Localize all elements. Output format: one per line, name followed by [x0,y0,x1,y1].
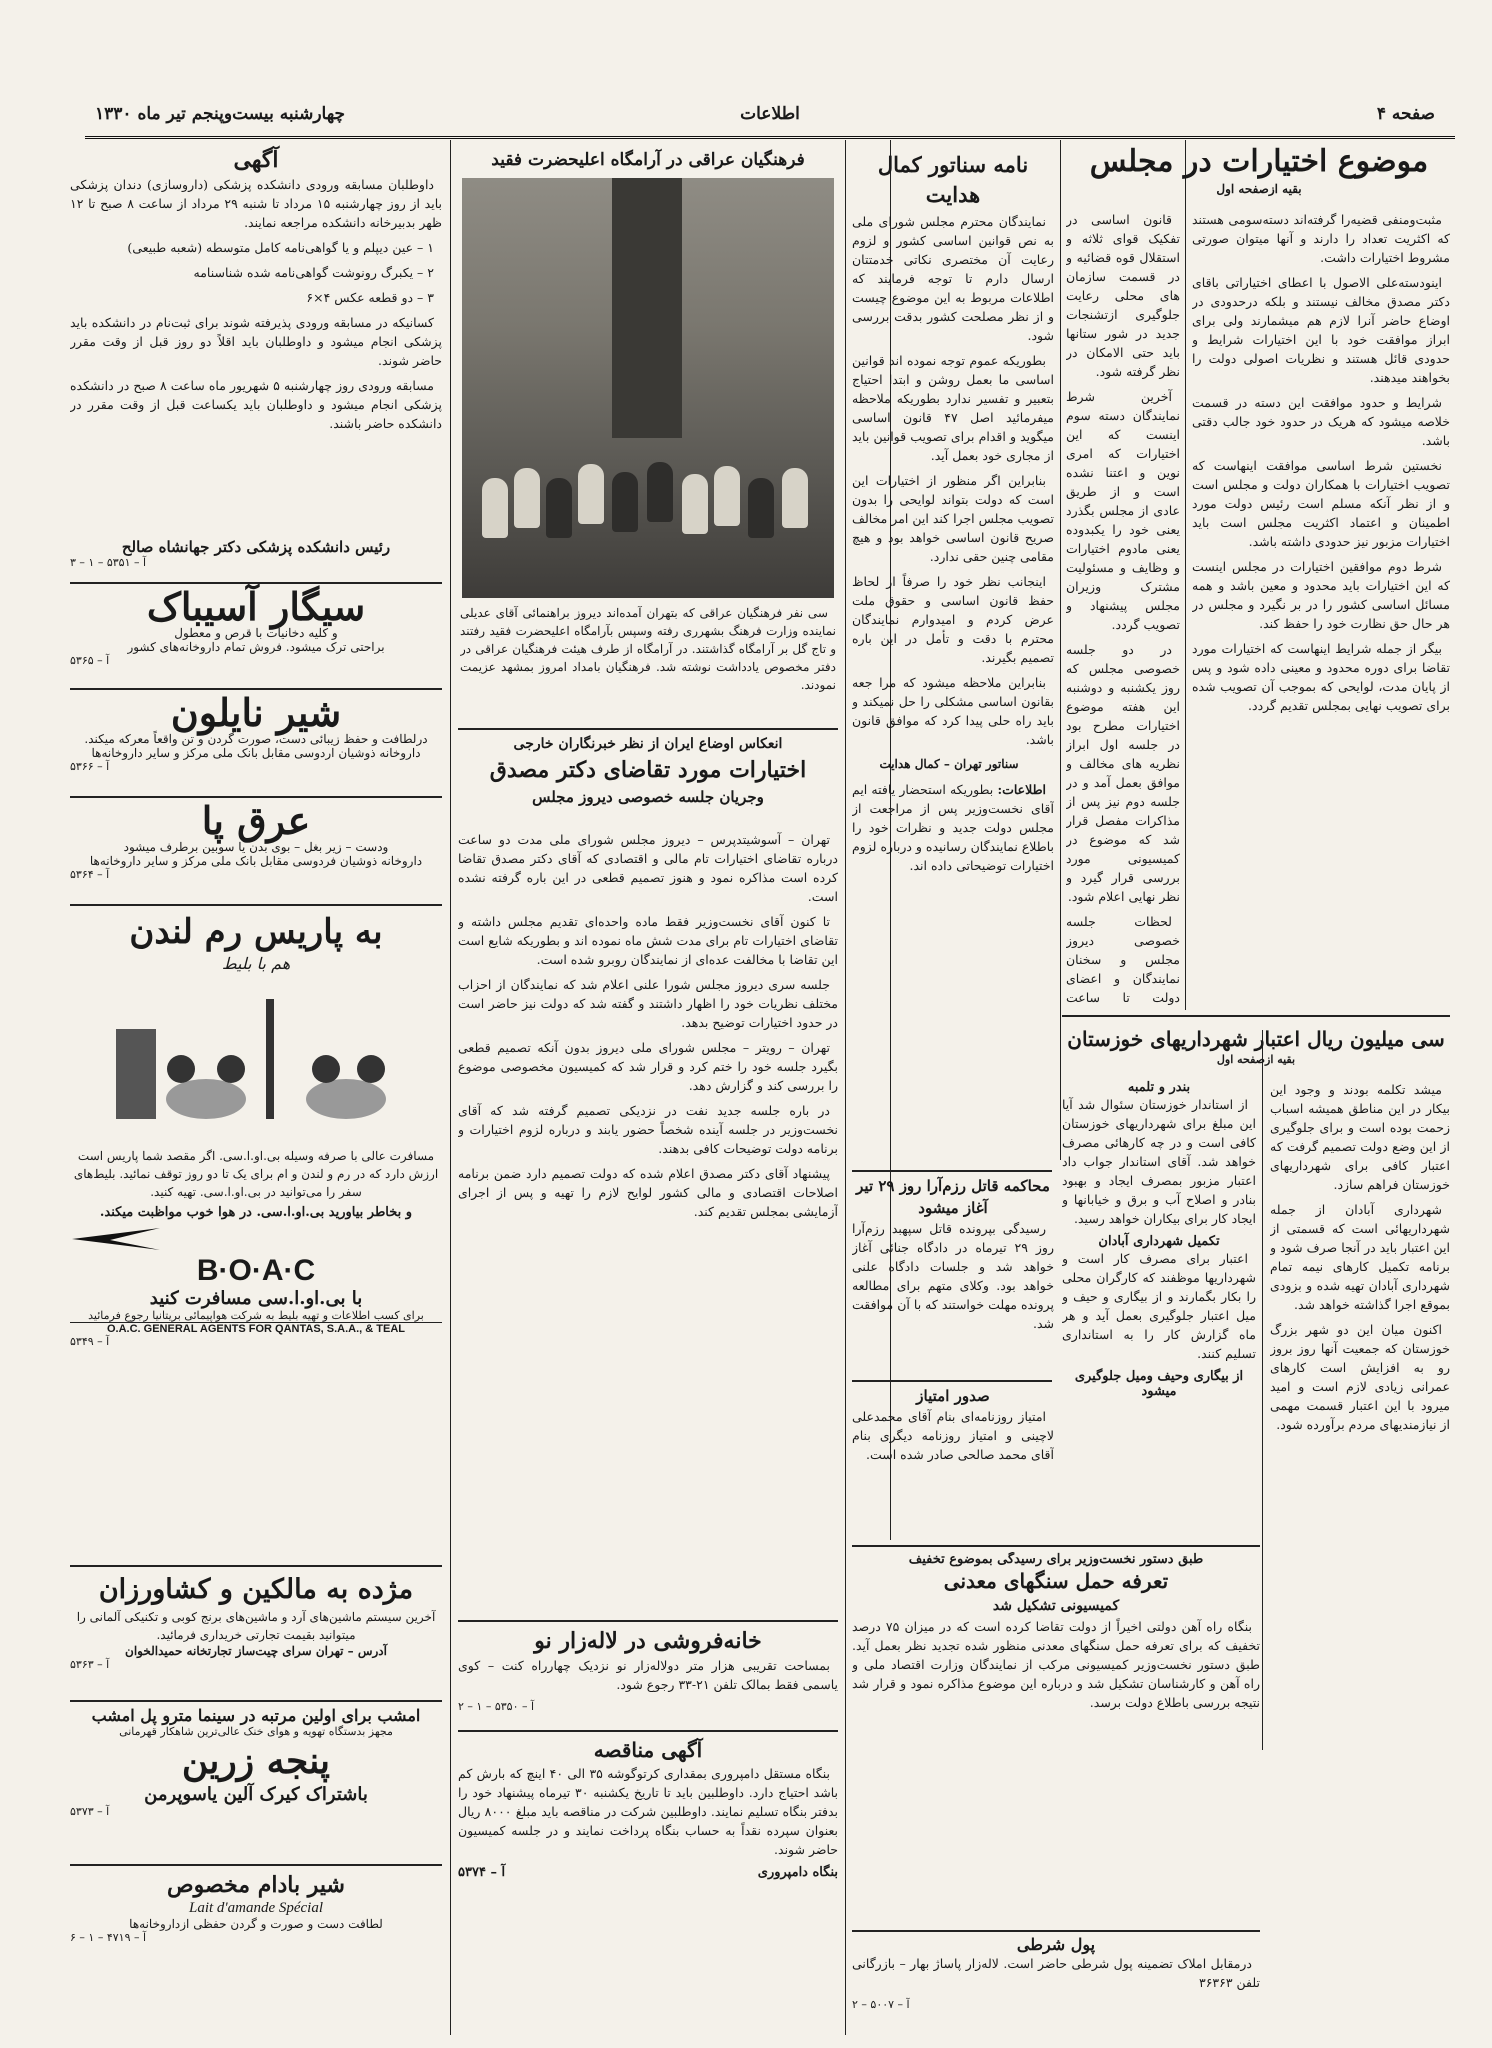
boac-copy: مسافرت عالی با صرفه وسیله بی.او.ا.سی. اگر مقصد شما پاریس است ارزش دارد که در رم و لندن و ام برای یک تا دو روز توقف نمائید. بلیط‌های سفر را می‌توانید در بی.او.ا.سی. تهیه کنید. [73,1149,439,1199]
article2-sub1: بندر و تلمبه [1127,1080,1191,1095]
warranty-body: درمقابل املاک تضمینه پول شرطی حاضر است. لاله‌زار پاساژ بهار – بازرگانی تلفن ۳۶۳۶۳ [852,1956,1260,1990]
cigar-code: آ – ۵۳۶۵ [70,654,110,667]
tariff-title: تعرفه حمل سنگهای معدنی [943,1569,1169,1593]
notice-signer: رئیس دانشکده پزشکی دکتر جهانشاه صالح [121,538,391,556]
article2-body-col1 [1270,1080,1450,2010]
article2-sub2: از بیگاری وحیف ومیل جلوگیری میشود [1074,1369,1244,1399]
table-icon [306,1079,386,1119]
photo-title-box [458,148,838,174]
paragraph: کسانیکه در مسابقه ورودی پذیرفته شوند برای ثبت‌نام در دانشکده باید پزشکی انجام میشود و داوطلبان باید اقلاً دو روز قبل از وقت مقرر حاضر شوند. [70,315,442,368]
page-number: صفحه ۴ [1376,104,1435,124]
farmers-headline: مژده به مالکین و کشاورزان [98,1574,414,1605]
photo-person [714,466,740,526]
boac-ad [70,910,442,1430]
araq-line: داروخانه ذوشیان فردوسی مقابل بانک ملی مرکز و سایر داروخانه‌ها [89,854,423,868]
column-rule [845,140,846,2035]
tender-body: بنگاه مستقل دامپروری بمقداری کرتوگوشه ۳۵ الی ۴۰ اینچ که بارش کم باشد احتیاج دارد. داوطلبین باید تا تاریخ یکشنبه ۳۰ تیرماه پیشنهاد خود را بدفتر بنگاه تسلیم نمایند. داوطلبین شرکت در مناقصه باید مبلغ ۸۰۰۰ ریال بعنوان سپرده نقداً به حساب بنگاه پرداخت نمایند و در جلسه کمیسیون حاضر شوند. [458,1766,838,1857]
section-rule [458,1620,838,1622]
warranty-code: آ – ۵۰۰۷ – ۲ [852,1998,910,2011]
section-rule [852,1170,1052,1172]
section-rule [70,1700,442,1702]
paragraph: ۲ – یکبرگ رونوشت گواهی‌نامه شده شناسنامه [193,265,434,280]
boac-footer-en: O.A.C. GENERAL AGENTS FOR QANTAS, S.A.A., & TEAL [70,1322,442,1335]
milk-tagline: درلطافت و حفظ زیبائی دست، صورت گردن و تن واقعاً معرکه میکند. [84,732,428,746]
milk-ad [70,690,442,786]
article2-body-col2 [1062,1080,1256,1540]
house-body: بمساحت تقریبی هزار متر دولاله‌زار نو نزدیک چهارراه کنت – کوی یاسمی فقط بمالک تلفن ۲۱-۳۳ رجوع شود. [458,1658,838,1692]
boac-illustration [86,979,426,1139]
section-rule [458,1730,838,1732]
paragraph: مسابقه ورودی روز چهارشنبه ۵ شهریور ماه ساعت ۸ صبح در دانشکده پزشکی انجام میشود و داوطلبان باید یکساعت قبل از وقت مقرر در دانشکده حاضر باشند. [70,378,442,431]
cinema-code: آ – ۵۳۷۳ [70,1805,110,1818]
table-icon [166,1079,246,1119]
section-rule [70,1864,442,1866]
cigar-line: براحتی ترک میشود. فروش تمام داروخانه‌های کشور [127,640,385,654]
paragraph: در باره جلسه جدید نفت در نزدیکی تصمیم گرفته شد که آقای نخست‌وزیر در جلسه آینده شخصاً حضور یابند و درباره لزوم اختیارات و برنامه دولت توضیحات کافی بدهند. [458,1103,838,1156]
article3-signature: سناتور تهران – کمال هدایت [879,757,1019,771]
section-rule [852,1930,1260,1932]
section-rule [852,1545,1260,1547]
almond-headline: شیر بادام مخصوص [167,1872,345,1898]
masthead [85,100,1455,139]
paragraph: شرط دوم موافقین اختیارات در مجلس اینست که این اختیارات باید محدود و معین باشد و همه مسائل اساسی کشور را در بر نگیرد و مجلس در هر حال حق نظارت خود را حفظ کند. [1192,559,1450,631]
photo-person [514,468,540,528]
column-rule [1262,1030,1263,1750]
milk-headline: شیر نایلون [170,690,342,735]
article4-kicker: انعکاس اوضاع ایران از نظر خبرنگاران خارجی [513,736,783,752]
photo-person [647,462,673,522]
notice-footer [70,538,442,578]
araq-tagline: ودست – زیر بغل – بوی بدن یا سوبین برطرف میشود [123,840,389,854]
paragraph: ۳ – دو قطعه عکس ۴×۶ [306,290,434,305]
paragraph: بطوریکه عموم توجه نموده اند قوانین اساسی ما بعمل روشن و ابتدا احتیاج بتعبیر و تفسیر ندارد بطوریکه ملاحظه میفرمائید اصل ۴۷ قانون اساسی میگوید و اقدام برای تصویب قوانین باید از مجاری خود بعمل آید. [852,353,1054,463]
column-rule [1185,140,1186,1010]
boac-slogan: با بی.او.ا.سی مسافرت کنید [149,1288,363,1309]
tariff-kicker: طبق دستور نخست‌وزیر برای رسیدگی بموضوع تخفیف [908,1552,1204,1567]
paragraph: اینودسته‌علی الاصول با اعطای اختیاراتی باقای دکتر مصدق مخالف نیستند و بلکه درحدودی در اوضاع حاضر آنرا لازم هم میشمارند ولی برای ابراز موافقت خود با این اختیارات شرایط و حدودی قائل هستند و نظریات اصولی دولت را بخواهند میدهند. [1192,275,1450,385]
section-rule [458,728,838,730]
farmers-line: آخرین سیستم ماشین‌های آرد و ماشین‌های برنج کوبی و تکنیکی آلمانی را میتوانید بقیمت تجارتی خریداری فرمائید. [76,1610,436,1642]
article3-title: نامه سناتور کمال هدایت [877,152,1029,207]
article2-title: سی میلیون ریال اعتبار شهرداریهای خوزستان [1067,1027,1445,1051]
paragraph: بنابراین اگر منظور از اختیارات این است که دولت بتواند لوایحی را بدون تصویب مجلس اجرا کند این امر مخالف صریح قانون اساسی خواهد بود و هیچ مقامی چنین حقی ندارد. [852,473,1054,564]
article4-title: اختیارات مورد تقاضای دکتر مصدق [489,757,807,783]
farmers-address: آدرس – تهران سرای چیت‌ساز تجارتخانه حمیدالخوان [125,1644,387,1658]
paragraph: ۱ – عین دیپلم و یا گواهی‌نامه کامل متوسطه (شعبه طبیعی) [127,240,434,255]
cinema-cast: باشتراک کیرک آلین یاسوپرمن [144,1784,368,1805]
paragraph: لحظات جلسه خصوصی دیروز مجلس و سخنان نمایندگان و اعضای دولت تا ساعت [1066,914,1180,1005]
article4-header [458,734,838,826]
section-rule [70,904,442,906]
araq-ad [70,798,442,894]
section-rule [1062,1015,1450,1017]
tariff-article [852,1552,1260,1862]
article2-header [1062,1025,1450,1075]
cigar-headline: سیگار آسیباک [146,584,366,629]
trial-article [852,1175,1054,1365]
paragraph: جلسه سری دیروز مجلس شورا علنی اعلام شد که نمایندگان از احزاب مختلف نظریات خود را اظهار داشتند و گفته شد که دولت نیز حاضر است در حدود اختیارات توضیح بدهد. [458,977,838,1030]
notice-code: آ – ۵۳۵۱ – ۱ – ۳ [70,556,147,569]
house-ad [458,1626,838,1716]
paragraph: نمایندگان محترم مجلس شورای ملی به نص قوانین اساسی کشور و لزوم رعایت آن مختصری نکاتی خدمتتان ارسال دارم تا توجه فرمایند که اطلاعات مربوط به این موضوع چیست و از نظر مصلحت کشور بدقت بررسی شود. [852,214,1054,343]
license-body: امتیاز روزنامه‌ای بنام آقای محمدعلی لاچینی و امتیاز روزنامه دیگری بنام آقای محمد صالحی صادر شده است. [852,1409,1054,1462]
paragraph: قانون اساسی در تفکیک قوای ثلاثه و استقلال قوه قضائیه و در قسمت سازمان های محلی رعایت جلوگیری ازتشنجات جدید در شور ستانها باید حتی الامکان در نظر گرفته شود. [1066,212,1180,379]
tariff-body: بنگاه راه آهن دولتی اخیراً از دولت تقاضا کرده است که در میزان ۷۵ درصد تخفیف که برای تعرفه حمل سنگهای معدنی منظور شده تجدید نظر بعمل آید. طبق دستور نخست‌وزیر کمیسیونی مرکب از نمایندگان وزارت اقتصاد ملی و راه آهن و کارشناسان تشکیل شد و درباره این موضوع مذاکره نمود و قرار شد نتیجه بررسی باطلاع دولت برسد. [852,1619,1260,1710]
paragraph: اینجانب نظر خود را صرفاً از لحاظ حفظ قانون اساسی و حقوق ملت عرض کردم و امیدوارم نمایندگان محترم با دقت و تأمل در این باره تصمیم بگیرند. [852,574,1054,665]
araq-headline: عرق پا [201,798,311,843]
almond-code: آ – ۴۷۱۹ – ۱ – ۶ [70,1931,147,1944]
boac-subhead: هم با بلیط [221,954,291,973]
farmers-ad [70,1572,442,1692]
photo-title: فرهنگیان عراقی در آرامگاه اعلیحضرت فقید [491,150,805,170]
trial-title: محاکمه قاتل رزم‌آرا روز ۲۹ تیر آغاز میشود [856,1177,1050,1217]
article1-body-col2 [1066,210,1180,1010]
tender-ad [458,1736,838,2036]
cinema-ad [70,1706,442,1856]
photo-person [748,478,774,538]
house-title: خانه‌فروشی در لاله‌زار نو [534,1628,762,1654]
tariff-subtitle: کمیسیونی تشکیل شد [992,1598,1120,1614]
article1-header [1068,142,1450,202]
boac-footer-fa: برای کسب اطلاعات و تهیه بلیط به شرکت هواپیمائی بریتانیا رجوع فرمائید [88,1309,424,1322]
eiffel-tower-icon [266,999,274,1119]
group-photo [462,178,834,598]
cinema-line2: مجهز بدستگاه تهویه و هوای خنک عالی‌ترین شاهکار قهرمانی [119,1725,393,1738]
section-rule [70,1565,442,1567]
article2-continued: بقیه ازصفحه اول [1216,1053,1296,1066]
photo-caption-box [460,604,836,724]
notice-ad [70,145,442,555]
photo-person [782,468,808,528]
paragraph: اعتبار برای مصرف کار است و شهرداریها موظفند که کارگران محلی را بکار بگمارند و از بیگاری و حیف و میل اعتبار جلوگیری بعمل آید و هر ماه گزارش کار را به استانداری تسلیم کنند. [1062,1251,1256,1361]
note-label: اطلاعات: [997,782,1046,797]
paragraph: بنابراین ملاحظه میشود که مرا جعه بقانون اساسی مشکلی را حل نمیکند و باید راه حلی پیدا کرد که موافق قانون باشد. [852,675,1054,747]
almond-line: لطافت دست و صورت و گردن حفظی ازداروخانه‌ها [129,1917,383,1931]
article3-header [852,150,1054,210]
article1-continued: بقیه ازصفحه اول [1216,182,1302,196]
paragraph: بیگر از جمله شرایط اینهاست که اختیارات مورد تقاضا برای دوره محدود و معینی داده شود و پس از پایان مدت، لوایحی که بموجب آن تصویب شده برای تصویب نهایی بمجلس تقدیم گردد. [1192,641,1450,713]
section-rule [852,1380,1052,1382]
tender-code: آ – ۵۳۷۴ [458,1865,506,1880]
warranty-title: پول شرطی [1016,1935,1096,1954]
photo-person [682,474,708,534]
photo-person [482,478,508,538]
paragraph: تهران – آسوشیتدپرس – دیروز مجلس شورای ملی مدت دو ساعت درباره تقاضای اختیارات تام مالی و اقتصادی که آقای دکتر مصدق تقاضا کرده است مذاکره نمود و هنوز تصمیم قطعی در این باره گرفته نشده است. [458,832,838,904]
article4-body [458,830,838,1610]
paragraph: تا کنون آقای نخست‌وزیر فقط ماده واحده‌ای تقدیم مجلس داشته و تقاضای اختیارات تام برای مدت شش ماه نموده اند و بطوریکه شایع است این تقاضا با مخالفت عده‌ای از نمایندگان روبرو شده است. [458,914,838,967]
paragraph: میشد تکلمه بودند و وجود این بیکار در این مناطق همیشه اسباب زحمت بوده است و برای جلوگیری از این وضع دولت تصمیم گرفت که اعتبار کافی برای شهرداریهای خوزستان فراهم سازد. [1270,1082,1450,1192]
boac-copy2: و بخاطر بیاورید بی.او.ا.سی. در هوا خوب مواظبت میکند. [99,1205,413,1220]
paragraph: داوطلبان مسابقه ورودی دانشکده پزشکی (داروسازی) دندان پزشکی باید از روز چهارشنبه ۱۵ مرداد تا شنبه ۲۹ مرداد از ساعت ۸ صبح تا ۱۲ ظهر بدبیرخانه دانشکده مراجعه نمایند. [70,177,442,230]
speedbird-shape [72,1228,160,1250]
paragraph: آخرین شرط نمایندگان دسته سوم اینست که این اختیارات که امری نوین و اعتنا نشده است و از طریق عادی از مجلس بگذرد یعنی خود را یکبدوده یعنی مادوم اختیارات و وظایف و مسئولیت مشترک وزیران مجلس پیشنهاد و تصویب گردد. [1066,389,1180,632]
paragraph: مثبت‌ومنفی قضیه‌را گرفته‌اند دسته‌سومی هستند که اکثریت تعداد را دارند و آنها میتوان صورتی مشروط اختیارات داشت. [1192,212,1450,265]
paragraph: پیشنهاد آقای دکتر مصدق اعلام شده که دولت تصمیم دارد ضمن برنامه اصلاحات اقتصادی و مالی کشور لوایح لازم را تهیه و پس از اجرای آزمایشی بمجلس تقدیم کند. [458,1166,838,1219]
boac-code: آ – ۵۳۴۹ [70,1335,110,1348]
license-title: صدور امتیاز [916,1387,990,1405]
milk-code: آ – ۵۳۶۶ [70,760,110,773]
paragraph: نخستین شرط اساسی موافقت اینهاست که تصویب اختیارات با همکاران دولت و مجلس است و از نظر آنکه مسلم است رئیس دولت مورد اطمینان و اعتماد اکثریت مجلس است باید اختیارات مزبور نیز حدودی داشته باشد. [1192,458,1450,549]
article1-title: موضوع اختیارات در مجلس [1089,144,1429,179]
person-icon [217,1055,245,1083]
article2-sub3: تکمیل شهرداری آبادان [1098,1234,1220,1249]
warranty-ad [852,1935,1260,2035]
paragraph: شرایط و حدود موافقت این دسته در قسمت خلاصه میشود که هریک در حدود خود جالب دقتی باشد. [1192,395,1450,448]
trial-body: رسیدگی بپرونده قاتل سپهبد رزم‌آرا روز ۲۹ تیرماه در دادگاه جنائی آغاز خواهد شد و جلسات دادگاه علنی خواهد بود. وکلای متهم برای مطالعه پرونده مهلت خواستند که با آن موافقت شد. [852,1221,1054,1331]
person-icon [357,1055,385,1083]
tender-title: آگهی مناقصه [593,1738,703,1762]
boac-logo: B·O·A·C [196,1254,316,1287]
speedbird-icon [70,1224,170,1254]
milk-line: داروخانه ذوشیان اردوسی مقابل بانک ملی مرکز و سایر داروخانه‌ها [91,746,421,760]
almond-ad [70,1870,442,1980]
photo-person [578,464,604,524]
article3-body [852,212,1054,947]
column-rule [1060,140,1061,1160]
paragraph: تهران – رویتر – مجلس شورای ملی دیروز بدون آنکه تصمیم قطعی بگیرد جلسه خود را ختم کرد و قرار شد که کمیسیون مخصوصی موضوع را بررسی کند و گزارش دهد. [458,1040,838,1093]
almond-latin: Lait d'amande Spécial [188,1900,324,1916]
license-article [852,1385,1054,1495]
article4-subtitle: وجریان جلسه خصوصی دیروز مجلس [532,788,764,806]
cigar-tagline: و کلیه دخانیات با قرص و معطول [174,626,338,640]
photo-person [546,478,572,538]
issue-date: چهارشنبه بیست‌وپنجم تیر ماه ۱۳۳۰ [95,104,346,124]
note-text: بطوریکه استحضار یافته ایم آقای نخست‌وزیر پس از مراجعت از مجلس دولت جدید و نظرات خود را باطلاع نمایندگان رسانیده و درباره لزوم اختیارات توضیحاتی داده اند. [852,782,1054,873]
person-icon [312,1055,340,1083]
paragraph: شهرداری آبادان از جمله شهرداریهائی است که قسمتی از این اعتبار باید در آنجا صرف شود و برنامه تکمیل کارهای نیمه تمام شهرداری آبادان تهیه شده و بزودی بموقع اجرا گذاشته خواهد شد. [1270,1202,1450,1312]
tender-org: بنگاه دامپروری [757,1865,838,1880]
article1-body-col1 [1192,210,1450,1010]
notice-title: آگهی [233,147,279,173]
araq-code: آ – ۵۳۶۴ [70,868,110,881]
cinema-line1: امشب برای اولین مرتبه در سینما مترو پل امشب [91,1706,421,1725]
paragraph: اکنون میان این دو شهر بزرگ خوزستان که جمعیت آنها روز بروز رو به افزایش است کارهای عمرانی زیادی لازم است و امید میرود با این اعتبار قسمت مهمی از نیازمندیهای مردم برآورده شود. [1270,1322,1450,1432]
photo-caption: سی نفر فرهنگیان عراقی که بتهران آمده‌اند دیروز براهنمائی آقای عدیلی نماینده وزارت فرهنگ بشهرری رفته وسپس بآرامگاه اعلیحضرت فقید رفتند و تاج گل بر آرامگاه گذاشتند. در آرامگاه از طرف هیئت فرهنگیان عراقی در دفتر مخصوص یادداشت نوشته شد. فرهنگیان بامداد امروز بمشهد عزیمت نمودند. [460,606,836,692]
tower-icon [116,1029,156,1119]
house-code: آ – ۵۳۵۰ – ۱ – ۲ [458,1700,535,1713]
cigar-ad [70,584,442,680]
person-icon [167,1055,195,1083]
photo-doorway [612,178,682,438]
farmers-code: آ – ۵۳۶۳ [70,1658,110,1671]
cinema-title: پنجه زرین [181,1740,331,1782]
paragraph: از استاندار خوزستان سئوال شد آیا این مبلغ برای شهرداریهای خوزستان کافی است و در چه کارهائی مصرف خواهد شد. آقای استاندار جواب داد اعتبار مزبور بمصرف ایجاد و بهبود بنادر و اصلاح آب و برق و خیابانها و ایجاد کار برای بیکاران خواهد رسید. [1062,1097,1256,1226]
boac-headline: به پاریس رم لندن [129,912,383,952]
photo-person [612,472,638,532]
paper-name: اطلاعات [740,104,800,124]
column-rule [450,140,451,2035]
paragraph: در دو جلسه خصوصی مجلس که روز یکشنبه و دوشنبه این هفته موضوع اختیارات مطرح بود در جلسه اول ابراز نظریه های مخالف و موافق بعمل آمد و در جلسه دوم نیز پس از مذاکرات مفصل قرار شد که موضوع در کمیسیونی مورد بررسی قرار گیرد و نظر نهایی اعلام شود. [1066,642,1180,904]
